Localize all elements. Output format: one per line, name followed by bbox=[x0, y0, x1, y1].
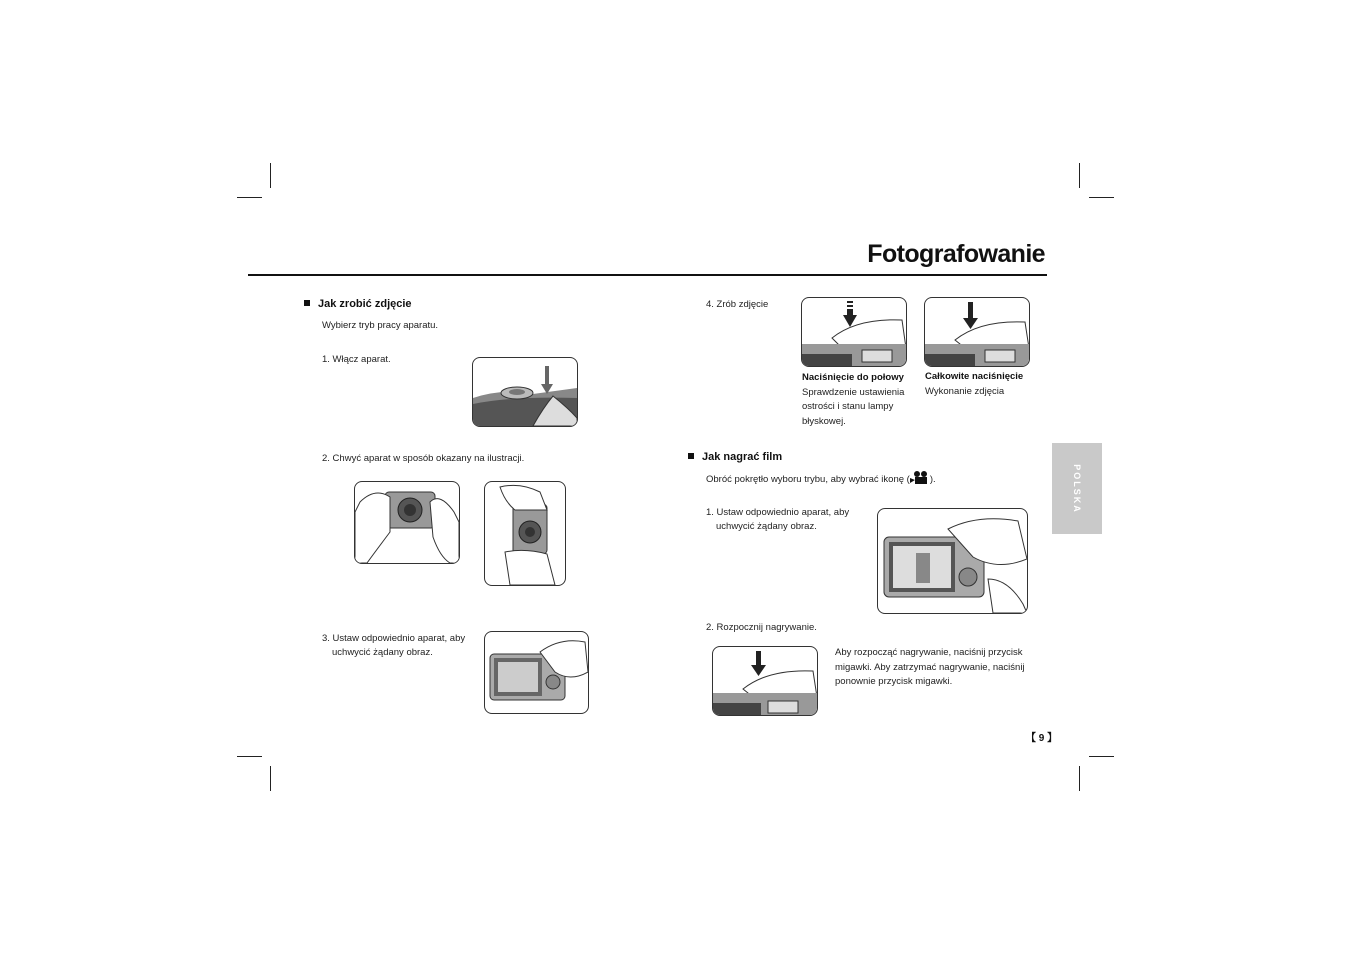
movie-intro-text: Obróć pokrętło wyboru trybu, aby wybrać ikonę ( bbox=[706, 474, 910, 485]
movie-intro bbox=[706, 471, 936, 487]
half-press-line: Sprawdzenie ustawienia bbox=[802, 386, 905, 398]
bullet-icon bbox=[304, 300, 310, 306]
frame-movie-illustration bbox=[877, 508, 1028, 614]
section-heading-movie-text: Jak nagrać film bbox=[702, 451, 783, 463]
record-desc-line: Aby rozpocząć nagrywanie, naciśnij przycisk bbox=[835, 647, 1023, 658]
section-heading-photo bbox=[304, 298, 412, 310]
photo-step-4: 4. Zrób zdjęcie bbox=[706, 299, 769, 310]
shutter-half-press-image bbox=[802, 298, 906, 366]
crop-mark bbox=[270, 163, 271, 188]
record-description bbox=[835, 646, 1035, 690]
crop-mark bbox=[237, 197, 262, 198]
camera-back-lcd-image bbox=[485, 632, 588, 713]
photo-intro: Wybierz tryb pracy aparatu. bbox=[322, 320, 439, 331]
grip-vertical-illustration bbox=[484, 481, 566, 586]
page-number: 【 9 】 bbox=[1026, 733, 1058, 744]
movie-step-2: 2. Rozpocznij nagrywanie. bbox=[706, 622, 817, 633]
section-heading-photo-text: Jak zrobić zdjęcie bbox=[318, 298, 412, 310]
photo-step-3-line2: uchwycić żądany obraz. bbox=[332, 647, 433, 658]
language-tab bbox=[1052, 443, 1102, 534]
page-title: Fotografowanie bbox=[867, 240, 1045, 268]
full-press-line: Wykonanie zdjęcia bbox=[925, 385, 1005, 397]
section-heading-movie bbox=[688, 451, 782, 463]
crop-mark bbox=[237, 756, 262, 757]
photo-step-3-line1: 3. Ustaw odpowiednio aparat, aby bbox=[322, 633, 466, 644]
crop-mark bbox=[1079, 163, 1080, 188]
full-press-title: Całkowite naciśnięcie bbox=[925, 371, 1024, 382]
shutter-full-press-image bbox=[925, 298, 1029, 366]
crop-mark bbox=[1079, 766, 1080, 791]
title-rule bbox=[248, 274, 1047, 276]
movie-intro-text-end: ). bbox=[929, 474, 936, 485]
full-press-caption bbox=[925, 370, 1045, 399]
crop-mark bbox=[1089, 756, 1114, 757]
bullet-icon bbox=[688, 453, 694, 459]
language-tab-label: POLSKA bbox=[1072, 463, 1082, 514]
half-press-line: ostrości i stanu lampy bbox=[802, 401, 894, 412]
movie-step-1-line2: uchwycić żądany obraz. bbox=[716, 521, 817, 532]
half-press-title: Naciśnięcie do połowy bbox=[802, 372, 904, 383]
crop-mark bbox=[270, 766, 271, 791]
crop-mark bbox=[1089, 197, 1114, 198]
record-press-illustration bbox=[712, 646, 818, 716]
movie-camera-icon bbox=[910, 471, 930, 484]
half-press-caption bbox=[802, 371, 922, 429]
camera-back-movie-image bbox=[878, 509, 1027, 613]
shutter-record-press-image bbox=[713, 647, 817, 715]
movie-step-1-line1: 1. Ustaw odpowiednio aparat, aby bbox=[706, 507, 850, 518]
frame-photo-illustration bbox=[484, 631, 589, 714]
record-desc-line: migawki. Aby zatrzymać nagrywanie, naciśnij bbox=[835, 661, 1025, 673]
photo-step-2: 2. Chwyć aparat w sposób okazany na ilustracji. bbox=[322, 453, 525, 464]
full-press-illustration bbox=[924, 297, 1030, 367]
grip-horizontal-illustration bbox=[354, 481, 460, 564]
hands-holding-camera-image bbox=[355, 482, 459, 563]
record-desc-line: ponownie przycisk migawki. bbox=[835, 676, 953, 687]
half-press-illustration bbox=[801, 297, 907, 367]
photo-step-1: 1. Włącz aparat. bbox=[322, 354, 391, 365]
power-on-illustration bbox=[472, 357, 578, 427]
half-press-line: błyskowej. bbox=[802, 415, 846, 427]
camera-top-power-image bbox=[473, 358, 577, 426]
hands-holding-camera-vertical-image bbox=[485, 482, 565, 585]
